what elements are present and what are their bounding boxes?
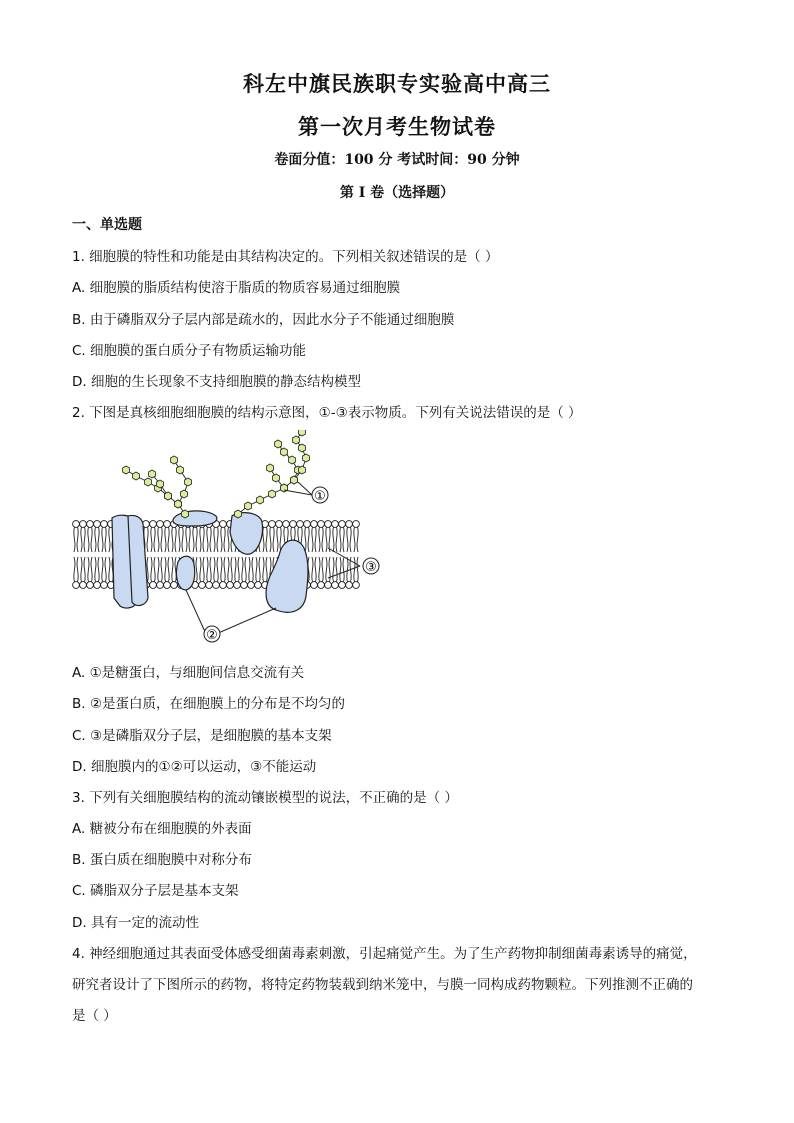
- question-3-option-d: D. 具有一定的流动性: [72, 915, 199, 931]
- cell-membrane-diagram: [70, 430, 390, 645]
- question-1-option-b: B. 由于磷脂双分子层内部是疏水的，因此水分子不能通过细胞膜: [72, 312, 455, 328]
- transmembrane-protein-2: [128, 515, 148, 605]
- large-protein: [266, 540, 308, 612]
- phospholipid-head: [80, 521, 87, 528]
- phospholipid-head: [332, 582, 339, 589]
- phospholipid-head: [157, 521, 164, 528]
- phospholipid-head: [87, 582, 94, 589]
- sugar-unit: [289, 456, 296, 464]
- question-4-stem-line-1: 4. 神经细胞通过其表面受体感受细菌毒素刺激，引起痛觉产生。为了生产药物抑制细菌毒素诱导的痛觉，: [72, 946, 697, 962]
- phospholipid-head: [171, 582, 178, 589]
- phospholipid-head: [353, 582, 360, 589]
- phospholipid-head: [241, 582, 248, 589]
- phospholipid-head: [339, 582, 346, 589]
- school-title: 科左中旗民族职专实验高中高三: [243, 71, 551, 96]
- phospholipid-head: [199, 582, 206, 589]
- question-1-stem: 1. 细胞膜的特性和功能是由其结构决定的。下列相关叙述错误的是（ ）: [72, 249, 499, 265]
- question-3-option-a: A. 糖被分布在细胞膜的外表面: [72, 821, 252, 837]
- question-3-stem: 3. 下列有关细胞膜结构的流动镶嵌模型的说法，不正确的是（ ）: [72, 790, 458, 806]
- phospholipid-head: [101, 582, 108, 589]
- phospholipid-head: [332, 521, 339, 528]
- question-2-stem: 2. 下图是真核细胞细胞膜的结构示意图，①-③表示物质。下列有关说法错误的是（ ）: [72, 405, 582, 421]
- phospholipid-head: [269, 521, 276, 528]
- sugar-unit: [267, 464, 274, 472]
- sugar-unit: [177, 466, 184, 474]
- phospholipid-head: [73, 521, 80, 528]
- phospholipid-head: [353, 521, 360, 528]
- phospholipid-head: [346, 582, 353, 589]
- phospholipid-head: [283, 521, 290, 528]
- phospholipid-head: [311, 521, 318, 528]
- sugar-chains: [123, 430, 310, 518]
- phospholipid-head: [339, 521, 346, 528]
- sugar-unit: [181, 490, 188, 498]
- question-2-option-d: D. 细胞膜内的①②可以运动，③不能运动: [72, 759, 317, 775]
- sugar-unit: [145, 478, 152, 486]
- phospholipid-head: [255, 582, 262, 589]
- question-2-option-b: B. ②是蛋白质，在细胞膜上的分布是不均匀的: [72, 696, 345, 712]
- phospholipid-head: [290, 521, 297, 528]
- sugar-unit: [303, 454, 310, 462]
- question-3-option-c: C. 磷脂双分子层是基本支架: [72, 883, 239, 899]
- sugar-unit: [123, 466, 130, 474]
- phospholipid-head: [206, 582, 213, 589]
- section-title: 一、单选题: [72, 217, 142, 233]
- phospholipid-head: [157, 582, 164, 589]
- phospholipid-head: [346, 521, 353, 528]
- sugar-unit: [235, 510, 242, 518]
- svg-text:②: ②: [206, 628, 218, 643]
- phospholipid-head: [220, 521, 227, 528]
- question-1-option-a: A. 细胞膜的脂质结构使溶于脂质的物质容易通过细胞膜: [72, 280, 401, 296]
- sugar-unit: [299, 466, 306, 474]
- sugar-unit: [149, 470, 156, 478]
- phospholipid-head: [325, 582, 332, 589]
- part-title: 第 I 卷（选择题）: [339, 185, 455, 201]
- phospholipid-head: [304, 521, 311, 528]
- phospholipid-head: [164, 521, 171, 528]
- question-4-stem-line-2: 研究者设计了下图所示的药物，将特定药物装载到纳米笼中，与膜一同构成药物颗粒。下列推测不正确的: [72, 977, 693, 993]
- exam-info: 卷面分值：100 分 考试时间：90 分钟: [274, 152, 520, 168]
- phospholipid-head: [94, 521, 101, 528]
- svg-text:①: ①: [314, 489, 326, 504]
- sugar-unit: [157, 480, 164, 488]
- phospholipid-head: [297, 521, 304, 528]
- phospholipid-head: [318, 582, 325, 589]
- phospholipid-head: [325, 521, 332, 528]
- phospholipid-head: [150, 521, 157, 528]
- phospholipid-head: [311, 582, 318, 589]
- phospholipid-head: [87, 521, 94, 528]
- sugar-unit: [185, 478, 192, 486]
- question-1-option-d: D. 细胞的生长现象不支持细胞膜的静态结构模型: [72, 374, 361, 390]
- embedded-protein: [230, 513, 263, 555]
- phospholipid-head: [94, 582, 101, 589]
- phospholipid-head: [73, 582, 80, 589]
- phospholipid-head: [248, 582, 255, 589]
- label-2: [204, 626, 220, 643]
- phospholipid-head: [213, 582, 220, 589]
- phospholipid-head: [220, 582, 227, 589]
- svg-text:③: ③: [365, 560, 377, 575]
- phospholipid-head: [227, 582, 234, 589]
- label-1: [312, 487, 328, 504]
- sugar-unit: [171, 456, 178, 464]
- question-2-option-a: A. ①是糖蛋白，与细胞间信息交流有关: [72, 665, 305, 681]
- exam-title: 第一次月考生物试卷: [298, 114, 496, 139]
- sugar-unit: [281, 448, 288, 456]
- sugar-unit: [257, 496, 264, 504]
- sugar-unit: [245, 502, 252, 510]
- label-3: [363, 558, 379, 575]
- sugar-unit: [269, 490, 276, 498]
- phospholipid-head: [80, 582, 87, 589]
- sugar-unit: [175, 500, 182, 508]
- inner-small-protein: [176, 556, 194, 590]
- sugar-unit: [182, 510, 189, 518]
- phospholipid-head: [164, 582, 171, 589]
- phospholipid-head: [234, 582, 241, 589]
- phospholipid-head: [101, 521, 108, 528]
- sugar-unit: [291, 476, 298, 484]
- question-4-stem-line-3: 是（ ）: [72, 1008, 117, 1024]
- question-3-option-b: B. 蛋白质在细胞膜中对称分布: [72, 852, 252, 868]
- phospholipid-head: [318, 521, 325, 528]
- sugar-unit: [299, 444, 306, 452]
- question-1-option-c: C. 细胞膜的蛋白质分子有物质运输功能: [72, 343, 307, 359]
- phospholipid-head: [276, 521, 283, 528]
- sugar-unit: [133, 472, 140, 480]
- sugar-unit: [293, 436, 300, 444]
- sugar-unit: [273, 474, 280, 482]
- sugar-unit: [275, 440, 282, 448]
- question-2-option-c: C. ③是磷脂双分子层，是细胞膜的基本支架: [72, 728, 332, 744]
- surface-protein: [173, 511, 217, 526]
- sugar-unit: [165, 492, 172, 500]
- phospholipid-head: [150, 582, 157, 589]
